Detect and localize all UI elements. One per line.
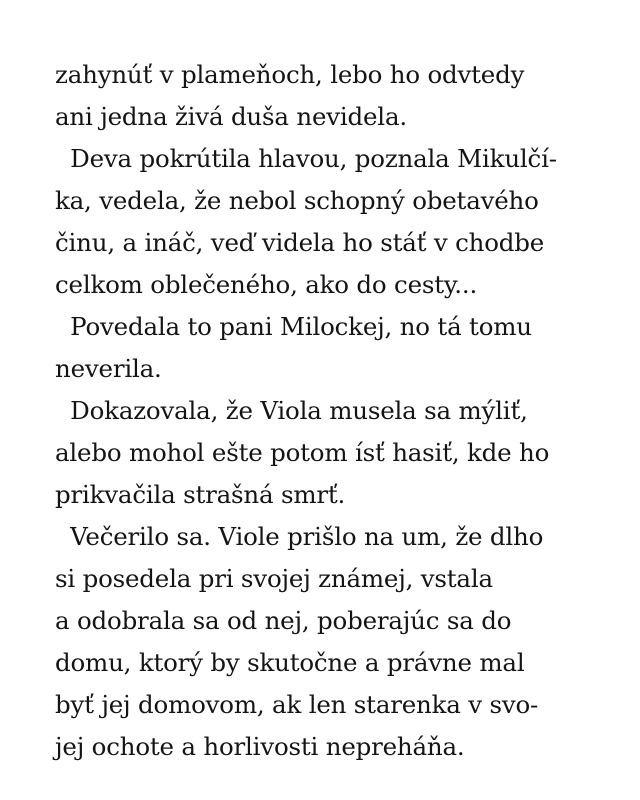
text-line: ani jedna živá duša nevidela. [55,102,407,131]
text-line: si posedela pri svojej známej, vstala [55,564,493,593]
text-line: Večerilo sa. Viole prišlo na um, že dlho [55,522,544,551]
text-line: činu, a ináč, veď videla ho stáť v chodbe [55,228,545,257]
text-line: byť jej domovom, ak len starenka v svo- [55,690,539,719]
page-text [55,54,615,768]
text-line: domu, ktorý by skutočne a právne mal [55,648,525,677]
text-line: zahynúť v plameňoch, lebo ho odvtedy [55,60,525,89]
text-line: prikvačila strašná smrť. [55,480,346,509]
text-line: alebo mohol ešte potom ísť hasiť, kde ho [55,438,550,467]
text-line: a odobrala sa od nej, poberajúc sa do [55,606,512,635]
text-line: neverila. [55,354,162,383]
text-line: ka, vedela, že nebol schopný obetavého [55,186,539,215]
text-line: Dokazovala, že Viola musela sa mýliť, [55,396,528,425]
text-line: celkom oblečeného, ako do cesty... [55,270,478,299]
text-line: jej ochote a horlivosti nepreháňa. [55,732,465,761]
text-line: Povedala to pani Milockej, no tá tomu [55,312,532,341]
text-line: Deva pokrútila hlavou, poznala Mikulčí- [55,144,557,173]
